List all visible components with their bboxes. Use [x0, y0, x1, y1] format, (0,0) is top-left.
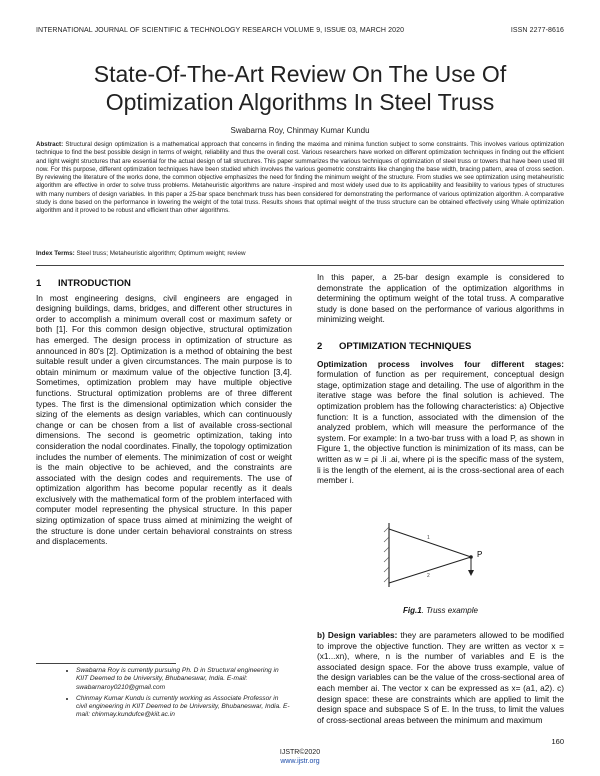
section-1-heading — [36, 279, 292, 290]
running-head — [36, 27, 564, 34]
page-number: 160 — [551, 737, 564, 746]
section-2-lead: Optimization process involves four different stages: — [317, 358, 564, 369]
left-column — [36, 279, 292, 547]
abstract — [36, 141, 564, 216]
abstract-label: Abstract: — [36, 141, 64, 148]
title-line-2: Optimization Algorithms In Steel Truss — [105, 89, 495, 115]
section-2-text — [317, 359, 564, 486]
design-variables-text: they are parameters allowed to be modified to improve the objective function. They are written as vector x = (x1...xn), where, n is the number of variables and E is the associated design space. For the above truss example, value of the design variables can be the value of the cross-sectional area of each member ai. The vector x can be expressed as x= (a1, a2). c) design space: these are constraints which are applied to limit the design space and subspace S of E. In the truss, to limit the values of cross-sectional areas between the minimum and maximum — [317, 630, 564, 725]
page-footer — [0, 748, 600, 766]
abstract-text: Structural design optimization is a mathematical approach that concerns in finding the maxima and minima function subject to some constraints. This involves various optimization technique to find the best possible design in terms of weight, reliability and thus the overall cost. Various researchers have worked on different optimization techniques in finding out the efficient and light weight structures that are essential for the actual design of tall structures. This paper summarizes the various techniques of optimization of steel truss or towers that have been used till now. For this purpose, different optimization techniques have been studied which involves the various geometric constraints like changing the base width, bracing pattern, area of cross section. By reviewing the literature of the works done, the common objective emphasizes the need for finding the minimum weight of the structure. From studies we see optimization using metaheuristic algorithm are effective in order to solve truss problems. Metaheuristic algorithms are nature -inspired and most widely used due to its applicability and feasibility to various types of structures with many numbers of design variables. In this paper a 25-bar space benchmark truss has been considered for demonstrating the performance of various optimization algorithm. A comparative study is done based on the performance in lowering the weight of the total truss. Results shows that optimal weight of the truss structure can be obtained effectively using Whale optimization algorithm and it proved to be robust and efficient than other algorithms. — [36, 141, 564, 215]
bar-2 — [389, 557, 471, 583]
figure-label: Fig.1 — [403, 606, 422, 615]
right-column — [317, 272, 564, 486]
load-label: P — [477, 550, 483, 559]
section-1-text: In most engineering designs, civil engineers are engaged in designing buildings, dams, bridges, and different other structures in order to accomplish a minimum overall cost or maximum safety or both [1]. For this common design objective, structural optimization has emerged. The design process in optimization of structure as announced in 80's [2]. Optimization is a method of obtaining the best suitable result under a given circumstances. The main purpose is to obtain minimum or maximum value of the objective function [3,4]. Sometimes, optimization problem may have multiple objective functions. Structural optimization problems are of three different types. The first is the dimensional optimization which consider the sizing of the elements as design variables, which can continuously change or can be chosen from a list of available cross-sectional dimensions. The second is geometric optimization, taking into consideration the nodal coordinates. Finally, the topology optimization includes the number of elements. The minimization of cost or weight is the main objective to be achieved, and the constraints are associated with the design codes and requirements. The use of optimization algorithm has become popular recently as it deals exclusively with the mathematical form of the problem interfaced with computer model representing the physical structure. In this paper sizing optimization of space truss aimed at minimizing the weight of the structure is done under certain behavioral constraints on stress and displacements. — [36, 292, 292, 547]
section-2-body: formulation of function as per requirement, conceptual design stage, optimization stage and detailing. The use of algorithm in the iterative stage was before the final solution is achieved. The optimization problem has the following characteristics: a) Objective function: It is a function, associated with the dimension of the analyzed problem, which will measure the performance of the system. For example: In a two-bar truss with a load P, as shown in Figure 1, the objective function is minimization of its mass, can be written as w = ρi .li .ai, where ρi is the specific mass of the system, li is the length of the element, ai is the cross-sectional area of each member i. — [317, 369, 564, 486]
header-divider — [36, 265, 564, 266]
authors: Swabarna Roy, Chinmay Kumar Kundu — [230, 126, 370, 135]
figure-caption-text: . Truss example — [421, 606, 478, 615]
footnotes — [58, 667, 290, 723]
footnote-item: • Swabarna Roy is currently pursuing Ph. D in Structural engineering in KIIT Deemed to be University, Bhubaneswar, India. E-mail: swabarnaroy0210@gmail.com — [76, 667, 290, 692]
design-variables-paragraph — [317, 630, 564, 725]
footer-site[interactable]: www.ijstr.org — [280, 758, 320, 765]
truss-figure — [369, 515, 514, 595]
title-line-1: State-Of-The-Art Review On The Use Of — [93, 61, 507, 87]
truss-diagram — [369, 515, 514, 595]
paper-title — [36, 60, 564, 116]
section-1-number: 1 — [36, 278, 42, 289]
section-2-heading — [317, 342, 564, 353]
footer-code: IJSTR©2020 — [279, 749, 321, 756]
bar-1-label: 1 — [427, 535, 430, 541]
journal-name: INTERNATIONAL JOURNAL OF SCIENTIFIC & TECHNOLOGY RESEARCH VOLUME 9, ISSUE 03, MARCH 2020 — [36, 27, 405, 34]
footnote-item: • Chinmay Kumar Kundu is currently working as Associate Professor in civil engineering in KIIT Deemed to be University, Bhubaneswar, India. E-mail: chinmay.kundufce@kiit.ac.in — [76, 695, 290, 720]
footnote-divider — [36, 663, 176, 664]
load-arrow-head — [468, 570, 474, 576]
issn: ISSN 2277-8616 — [510, 27, 564, 34]
wall-hatching — [384, 527, 389, 582]
section-1-title: INTRODUCTION — [58, 278, 131, 289]
section-2-number: 2 — [317, 340, 323, 352]
bar-2-label: 2 — [427, 573, 430, 579]
index-terms-text: Steel truss; Metaheuristic algorithm; Optimum weight; review — [76, 250, 246, 257]
design-variables-lead: b) Design variables: — [317, 630, 398, 640]
index-terms — [36, 250, 564, 257]
section-2-title: OPTIMIZATION TECHNIQUES — [339, 340, 472, 352]
index-terms-label: Index Terms: — [36, 250, 75, 257]
bar-1 — [389, 529, 471, 557]
right-intro-paragraph: In this paper, a 25-bar design example is considered to demonstrate the application of the optimization algorithms in determining the optimum weight of the total truss. A comparative study is done based on the performance of various algorithms in minimizing weight. — [317, 272, 564, 325]
figure-caption — [317, 606, 564, 615]
